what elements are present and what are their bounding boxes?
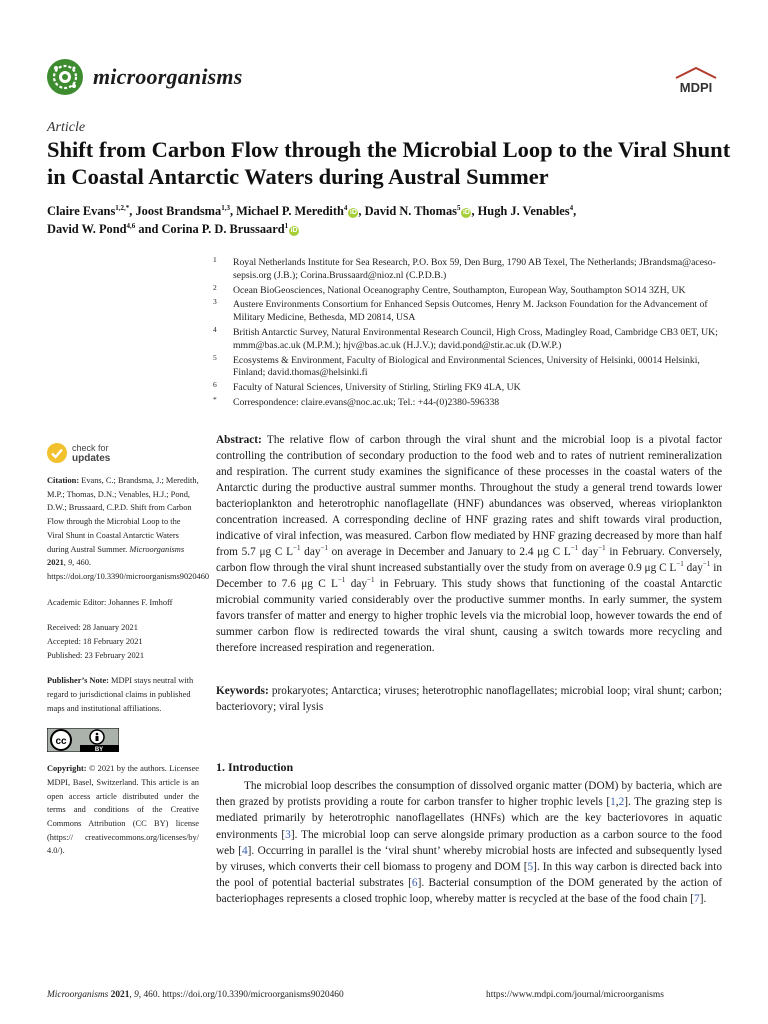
citation-journal: Microorganisms [129, 544, 185, 554]
orcid-icon[interactable]: iD [349, 209, 357, 216]
footer-citation: Microorganisms 2021, 9, 460. https://doi.org/10.3390/microorganisms9020460 [47, 990, 344, 1000]
citation-link[interactable]: 3 [285, 828, 291, 841]
footer-journal: Microorganisms [47, 990, 109, 1000]
journal-name: microorganisms [93, 64, 243, 89]
affiliation-number: 4 [213, 324, 217, 334]
affiliation-text: Ecosystems & Environment, Faculty of Biological and Environmental Sciences, University of Helsinki, 00014 Helsinki, Finland; david.thomas@helsinki.fi [233, 354, 700, 379]
citation-link[interactable]: 7 [694, 893, 700, 906]
article-type: Article [47, 120, 86, 135]
article-title: Shift from Carbon Flow through the Microbial Loop to the Viral Shunt in Coastal Antarctic Waters during Austral Summer [47, 137, 731, 189]
affiliation-number: 3 [213, 297, 217, 307]
dates-block [47, 621, 199, 662]
citation-doi[interactable]: , 460. https://doi.org/10.3390/microorganisms9020460 [47, 558, 210, 581]
affiliation-item [213, 282, 723, 298]
updates-label: updates [72, 453, 111, 464]
publishers-note-text: MDPI stays neutral with regard to jurisdictional claims in published maps and institutional affiliations. [47, 676, 194, 713]
citation-block: Citation: Evans, C.; Brandsma, J.; Meredith, M.P.; Thomas, D.N.; Venables, H.J.; Pond, D.W.; Brussaard, C.P.D. Shift from Carbon Flow through the Microbial Loop to the Viral Shunt in Coastal Antarctic Waters during Austral Summer. Microorganisms 2021, 9, 460. https://doi.org/10.3390/microorganisms9020460 [47, 476, 210, 581]
affiliation-item [213, 299, 723, 325]
affiliation-text: Correspondence: claire.evans@noc.ac.uk; Tel.: +44-(0)2380-596338 [233, 396, 500, 408]
received-date: Received: 28 January 2021 [47, 623, 138, 633]
sidebar [47, 474, 210, 870]
affiliation-number: 1 [213, 255, 217, 264]
affiliation-item [213, 324, 723, 353]
citation-link[interactable]: 6 [411, 877, 418, 890]
affiliation-text: Faculty of Natural Sciences, University of Stirling, Stirling FK9 4LA, UK [233, 382, 521, 394]
footer-year: 2021 [110, 990, 130, 1000]
affiliation-text: Austere Environments Consortium for Enhanced Sepsis Outcomes, Henry M. Jackson Foundation for the Advancement of Military Medicine, Bethesda, MD 20814, USA [233, 299, 708, 324]
copyright-block [47, 762, 199, 858]
orcid-icon[interactable]: iD [462, 209, 470, 216]
citation-link[interactable]: 2 [618, 796, 625, 809]
author-superscript: 4,6 [126, 221, 136, 230]
author-superscript: 1,2,* [115, 203, 130, 212]
author-superscript: 4 [343, 203, 348, 212]
svg-text:MDPI: MDPI [679, 80, 713, 95]
affiliation-number: 5 [213, 352, 217, 362]
affiliations [213, 257, 723, 412]
citation-year: 2021 [47, 558, 64, 568]
citation-link[interactable]: 1 [610, 796, 616, 809]
footer-doi[interactable]: , 460. https://doi.org/10.3390/microorganisms9020460 [138, 990, 344, 1000]
author-superscript: 4 [569, 203, 574, 212]
author-list: Claire Evans$^{1,2,*}$, Joost Brandsma$^{1,3}$, Michael P. Meredith$^4$iD , David N. Thomas$^5$iD , Hugh J. Venables$^4$, David W. Pond$^{4,6}$ and Corina P. D. Brussaard$^1$iD [47, 203, 577, 236]
affiliation-item [213, 352, 723, 381]
accepted-date: Accepted: 18 February 2021 [47, 637, 143, 647]
affiliation-text: British Antarctic Survey, Natural Environmental Research Council, High Cross, Madingley Road, Cambridge CB3 0ET, UK; mmm@bas.ac.uk (M.P.M.); hjv@bas.ac.uk (H.J.V.); david.pond@stir.ac.uk (D.W.P.) [233, 326, 718, 351]
academic-editor: Academic Editor: Johannes F. Imhoff [47, 597, 173, 607]
author-name: Corina P. D. Brussaard [161, 222, 285, 236]
introduction-text: The microbial loop describes the consumption of dissolved organic matter (DOM) by bacteria, which are then grazed by protists providing a route for carbon transfer to higher trophic levels [1,2]. The grazing step is mediated primarily by heterotrophic nanoflagellates (HNFs) which are the key bacteriovores in aquatic environments [3]. The microbial loop can serve alongside primary production as a carbon source to the food web [4]. Occurring in parallel is the ‘viral shunt’ whereby microbial hosts are infected and subsequently lysed by viruses, which converts their cell biomass to progeny and DOM [5]. In this way carbon is directed back into the pool of potential bacterial substrates [6]. Bacterial consumption of the DOM generated by the action of bacteriophages represents a closed trophic loop, whereby matter is recycled at the base of the food chain [7]. [216, 780, 722, 906]
journal-logo-icon [46, 58, 84, 96]
affiliation-number: 2 [213, 282, 217, 292]
mdpi-logo-icon[interactable] [672, 66, 720, 96]
citation-link[interactable]: 5 [527, 861, 534, 874]
affiliation-item [213, 394, 723, 410]
footer-journal-url[interactable]: https://www.mdpi.com/journal/microorganisms [486, 990, 664, 1000]
orcid-icon[interactable]: iD [290, 227, 298, 234]
author-name: Michael P. Meredith [236, 204, 344, 218]
publishers-note-label: Publisher’s Note: [47, 676, 109, 686]
check-for-updates-button[interactable] [46, 442, 126, 468]
citation-volume: 9 [67, 558, 73, 568]
svg-text:cc: cc [55, 735, 67, 747]
affiliation-number: * [213, 394, 217, 404]
citation-text: Evans, C.; Brandsma, J.; Meredith, M.P.; Thomas, D.N.; Venables, H.J.; Pond, D.W.; Brussaard, C.P.D. Shift from Carbon Flow through the Microbial Loop to the Viral Shunt in Coastal Antarctic Waters during Austral Summer. [47, 476, 199, 554]
citation-link[interactable]: 4 [242, 844, 248, 857]
cc-by-license-icon[interactable] [47, 728, 119, 752]
copyright-text: © 2021 by the authors. Licensee MDPI, Basel, Switzerland. This article is an open access article distributed under the terms and conditions of the Creative Commons Attribution (CC BY) license (https:// creativecommons.org/licenses/by/ 4.0/). [47, 764, 199, 856]
citation-label: Citation: [47, 476, 80, 485]
affiliation-text: Ocean BioGeosciences, National Oceanography Centre, Southampton, European Way, Southampton SO14 3ZH, UK [233, 284, 686, 296]
affiliation-text: Royal Netherlands Institute for Sea Research, P.O. Box 59, Den Burg, 1790 AB Texel, The Netherlands; JBrandsma@aceso-sepsis.org (J.B.); Corina.Brussaard@nioz.nl (C.P.D.B.) [233, 257, 716, 281]
check-for-label: check for [72, 443, 109, 453]
author-superscript: 5 [456, 203, 461, 212]
author-name: David N. Thomas [364, 204, 457, 218]
abstract-text: The relative flow of carbon through the viral shunt and the microbial loop is a pivotal factor controlling the contribution of secondary production to the food web and to rates of nutrient remineralization and respiration. The current study examines the significance of these processes in the coastal waters of the Antarctic during the productive austral summer months. Throughout the study a general trend towards lower bacterioplankton and heterotrophic nanoflagellate (HNF) abundances was observed, whereas virioplankton concentration increased. A corresponding decline of HNF grazing rates and shift towards viral production, indicative of viral infection, was measured. Carbon flow mediated by HNF grazing decreased by more than half from 5.7 μg C $L^{-1}$ day$^{-1}$ on average in December and January to 2.4 μg C $L^{-1}$ day$^{-1}$ in February. Conversely, carbon flow through the viral shunt increased substantially over the study from on average 0.9 μg C $L^{-1}$ day$^{-1}$ in December to 7.6 μg C $L^{-1}$ day$^{-1}$ in February. This study shows that functioning of the coastal Antarctic microbial community varied considerably over the productive summer months. In early summer, the system favors transfer of matter and energy to higher trophic levels via the microbial loop, however towards the end of summer carbon flow is redirected towards the viral shunt, causing a switch towards more recycling and therefore increased respiration and regeneration. [216, 434, 722, 654]
author-superscript: 1,3 [221, 203, 230, 212]
abstract-label: Abstract: [216, 434, 262, 446]
check-updates-icon [46, 442, 68, 464]
author-name: David W. Pond [47, 222, 127, 236]
publishers-note [47, 674, 199, 715]
footer-volume: 9 [134, 990, 139, 1000]
published-date: Published: 23 February 2021 [47, 650, 145, 660]
keywords-label: Keywords: [216, 685, 269, 697]
author-name: Claire Evans [47, 204, 116, 218]
keywords-text: prokaryotes; Antarctica; viruses; heterotrophic nanoflagellates; microbial loop; viral shunt; carbon; bacteriovory; viral lysis [216, 685, 722, 713]
svg-text:BY: BY [94, 746, 104, 752]
affiliation-number: 6 [213, 380, 217, 390]
keywords [216, 683, 722, 715]
copyright-label: Copyright: [47, 764, 87, 774]
author-superscript: 1 [284, 221, 289, 230]
author-name: Hugh J. Venables [477, 204, 570, 218]
section-heading: 1. Introduction [216, 760, 294, 774]
abstract [216, 432, 722, 656]
affiliation-item [213, 257, 723, 283]
affiliation-item [213, 382, 723, 395]
author-name: Joost Brandsma [135, 204, 222, 218]
